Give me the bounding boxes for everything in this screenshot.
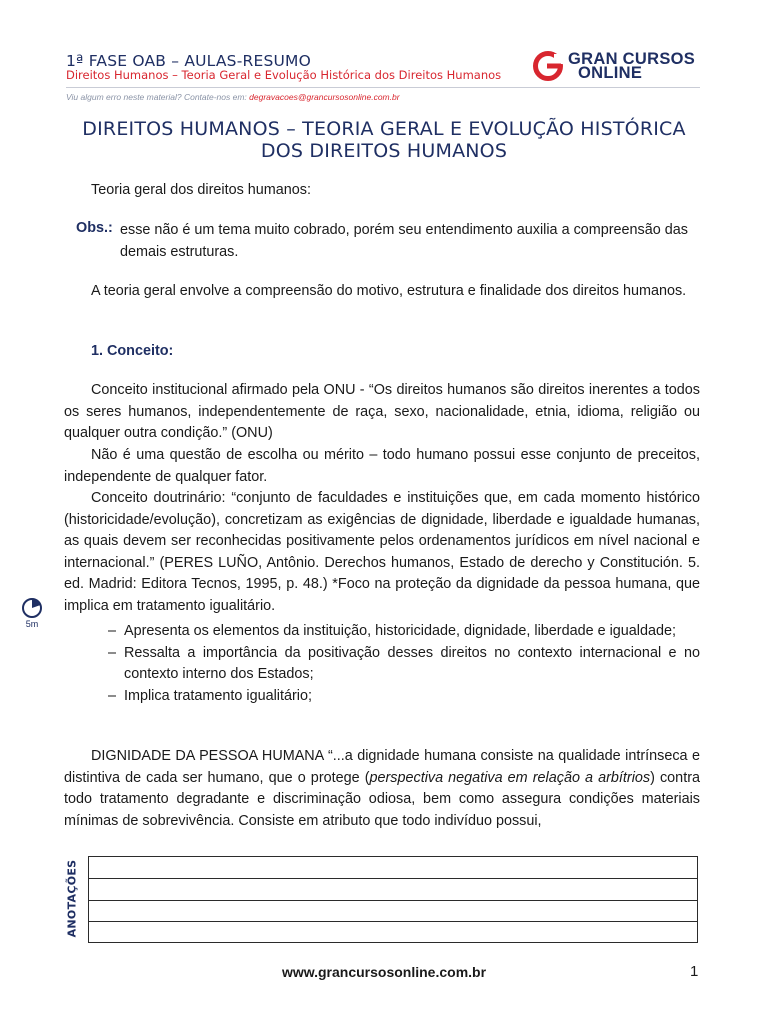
notes-line [89,921,697,922]
obs-text: esse não é um tema muito cobrado, porém seu entendimento auxilia a compreensão das demais estruturas. [120,222,688,260]
timestamp-label: 5m [25,619,39,629]
obs-label: Obs.: [76,220,113,236]
list-item-text: Ressalta a importância da positivação desses direitos no contexto internacional e no contexto interno dos Estados; [124,644,700,682]
stopwatch-icon [18,597,46,619]
paragraph-conceito-onu: Conceito institucional afirmado pela ONU - “Os direitos humanos são direitos inerentes a todos os seres humanos, independentemente de raça, sexo, nacionalidade, etnia, idioma, religião ou qualquer outra condição.” (ONU) [64,382,700,441]
footer-website-link[interactable]: www.grancursosonline.com.br [281,964,487,980]
contact-text: Viu algum erro neste material? Contate-nos em: [66,92,250,102]
notes-box[interactable] [88,856,698,943]
paragraph-dignidade [64,746,700,832]
teoria-paragraph: A teoria geral envolve a compreensão do motivo, estrutura e finalidade dos direitos humanos. [91,283,687,299]
video-timestamp-marker [18,597,48,633]
notes-label: ANOTAÇÕES [65,859,79,938]
bullet-dash: – [108,623,117,639]
concept-bullet-list [108,621,700,707]
page-title: DIREITOS HUMANOS – TEORIA GERAL E EVOLUÇÃO HISTÓRICA DOS DIREITOS HUMANOS [82,118,686,162]
intro-paragraph: Teoria geral dos direitos humanos: [91,182,311,198]
page-number: 1 [690,963,699,980]
notes-line [89,900,697,901]
list-item-text: Implica tratamento igualitário; [124,687,312,704]
logo-text-top: GRAN CURSOS [568,50,696,68]
bullet-dash: – [108,687,117,704]
contact-line [66,92,400,102]
paragraph-escolha-merito: Não é uma questão de escolha ou mérito – todo humano possui esse conjunto de preceitos, independente de qualquer fator. [64,447,700,485]
dignidade-text-start: DIGNIDADE DA PESSOA HUMANA “...a dignidade humana consiste na qualidade intrínseca e distintiva de cada ser humano, que o protege ( [64,748,700,786]
dignidade-text-end: ) contra todo tratamento degradante e discriminação odiosa, bem como assegura condições materiais mínimas de sobrevivência. Consiste em atributo que todo indivíduo possui, [64,769,700,829]
header-divider [66,87,700,88]
list-item [108,643,700,686]
section-heading-conceito: 1. Conceito: [91,343,174,359]
paragraph-conceito-doutrinario: Conceito doutrinário: “conjunto de faculdades e instituições que, em cada momento histórico (historicidade/evolução), concretizam as exigências de dignidade, liberdade e igualdade humanas, as quais devem ser reconhecidas positivamente pelos ordenamentos jurídicos em nível nacional e internacional.” (PERES LUÑO, Antônio. Derechos humanos, Estado de derecho y Constitución. 5. ed. Madrid: Editora Tecnos, 1995, p. 48.) *Foco na proteção da dignidade da pessoa humana, que implica em tratamento igualitário. [64,490,700,614]
notes-area [58,856,700,944]
gran-cursos-logo [532,50,702,82]
logo-text-bottom: ONLINE [578,64,643,82]
logo-g-icon [532,50,566,82]
course-subtitle: Direitos Humanos – Teoria Geral e Evolução Histórica dos Direitos Humanos [66,68,502,82]
dignidade-text-italic: perspectiva negativa em relação a arbítrios [369,769,651,786]
list-item [108,621,700,643]
contact-email-link[interactable]: degravacoes@grancursosonline.com.br [249,92,400,102]
notes-line [89,878,697,879]
list-item [108,686,700,708]
bullet-dash: – [108,644,117,661]
list-item-text: Apresenta os elementos da instituição, historicidade, dignidade, liberdade e igualdade; [124,623,677,639]
course-name: 1ª FASE OAB – AULAS-RESUMO [66,52,312,70]
